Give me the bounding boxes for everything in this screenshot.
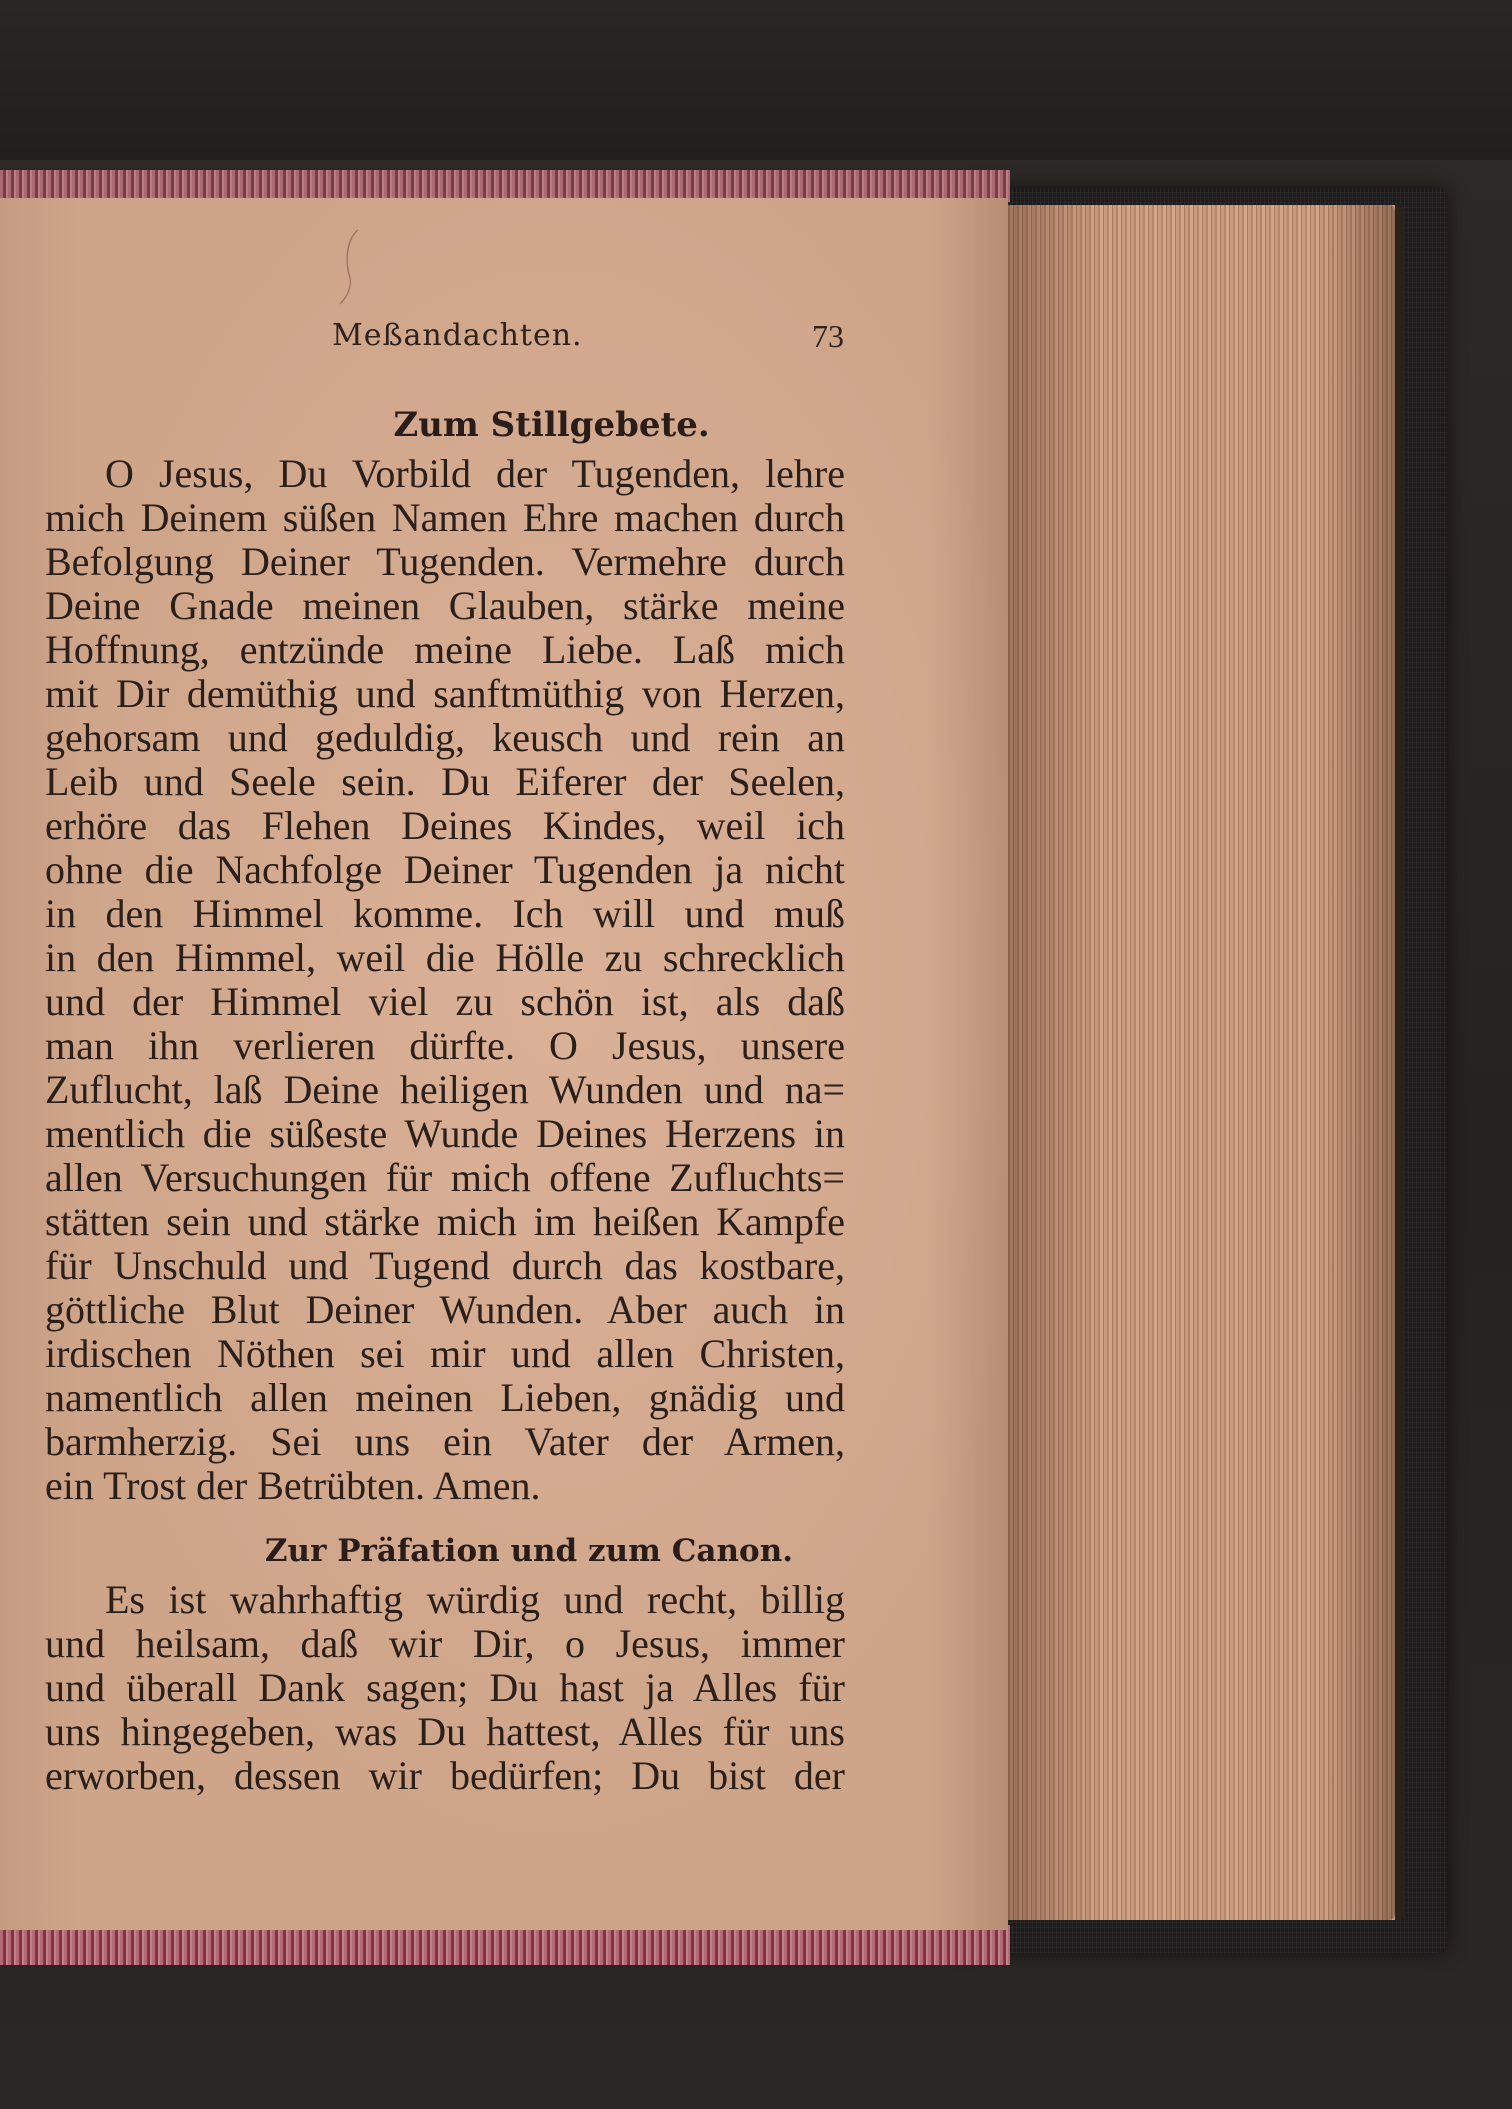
running-head: Meßandachten. [332, 318, 583, 353]
background-top [0, 0, 1512, 160]
text-line: Befolgung Deiner Tugenden. Vermehre durch [45, 539, 845, 584]
text-line: namentlich allen meinen Lieben, gnädig und [45, 1375, 845, 1420]
text-line: irdischen Nöthen sei mir und allen Christen, [45, 1331, 845, 1376]
text-line: uns hingegeben, was Du hattest, Alles für uns [45, 1709, 845, 1754]
page-edge-bottom [0, 1925, 1010, 1965]
text-line: stätten sein und stärke mich im heißen Kampfe [45, 1199, 845, 1244]
text-line: und überall Dank sagen; Du hast ja Alles für [45, 1665, 845, 1710]
text-line: erworben, dessen wir bedürfen; Du bist der [45, 1753, 845, 1798]
paragraph [45, 1578, 845, 1798]
text-line: erhöre das Flehen Deines Kindes, weil ich [45, 803, 845, 848]
text-line: ein Trost der Betrübten. Amen. [45, 1463, 541, 1508]
text-line: Es ist wahrhaftig würdig und recht, billig [105, 1577, 845, 1622]
text-line: O Jesus, Du Vorbild der Tugenden, lehre [105, 451, 845, 496]
page-number: 73 [812, 318, 844, 354]
section-heading: Zur Präfation und zum Canon. [264, 1533, 794, 1569]
text-line: gehorsam und geduldig, keusch und rein an [45, 715, 845, 760]
text-line: für Unschuld und Tugend durch das kostbare, [45, 1243, 845, 1288]
section-heading: Zum Stillgebete. [393, 405, 710, 445]
text-line: man ihn verlieren dürfte. O Jesus, unsere [45, 1023, 845, 1068]
text-line: Hoffnung, entzünde meine Liebe. Laß mich [45, 627, 845, 672]
text-line: Deine Gnade meinen Glauben, stärke meine [45, 583, 845, 628]
text-line: in den Himmel komme. Ich will und muß [45, 891, 845, 936]
text-line: mit Dir demüthig und sanftmüthig von Herzen, [45, 671, 845, 716]
text-line: Leib und Seele sein. Du Eiferer der Seelen, [45, 759, 845, 804]
text-line: und heilsam, daß wir Dir, o Jesus, immer [45, 1621, 845, 1666]
text-line: mich Deinem süßen Namen Ehre machen durch [45, 495, 845, 540]
text-line: göttliche Blut Deiner Wunden. Aber auch in [45, 1287, 845, 1332]
text-line: ohne die Nachfolge Deiner Tugenden ja nicht [45, 847, 845, 892]
text-line: allen Versuchungen für mich offene Zufluchts= [45, 1155, 845, 1200]
text-line: Zuflucht, laß Deine heiligen Wunden und na= [45, 1067, 845, 1112]
text-line: mentlich die süßeste Wunde Deines Herzens in [45, 1111, 845, 1156]
text-line: und der Himmel viel zu schön ist, als daß [45, 979, 845, 1024]
page-mark [330, 228, 370, 308]
text-line: in den Himmel, weil die Hölle zu schrecklich [45, 935, 845, 980]
paragraph [45, 452, 845, 1508]
page-block-shading [1005, 205, 1395, 1920]
text-line: barmherzig. Sei uns ein Vater der Armen, [45, 1419, 845, 1464]
